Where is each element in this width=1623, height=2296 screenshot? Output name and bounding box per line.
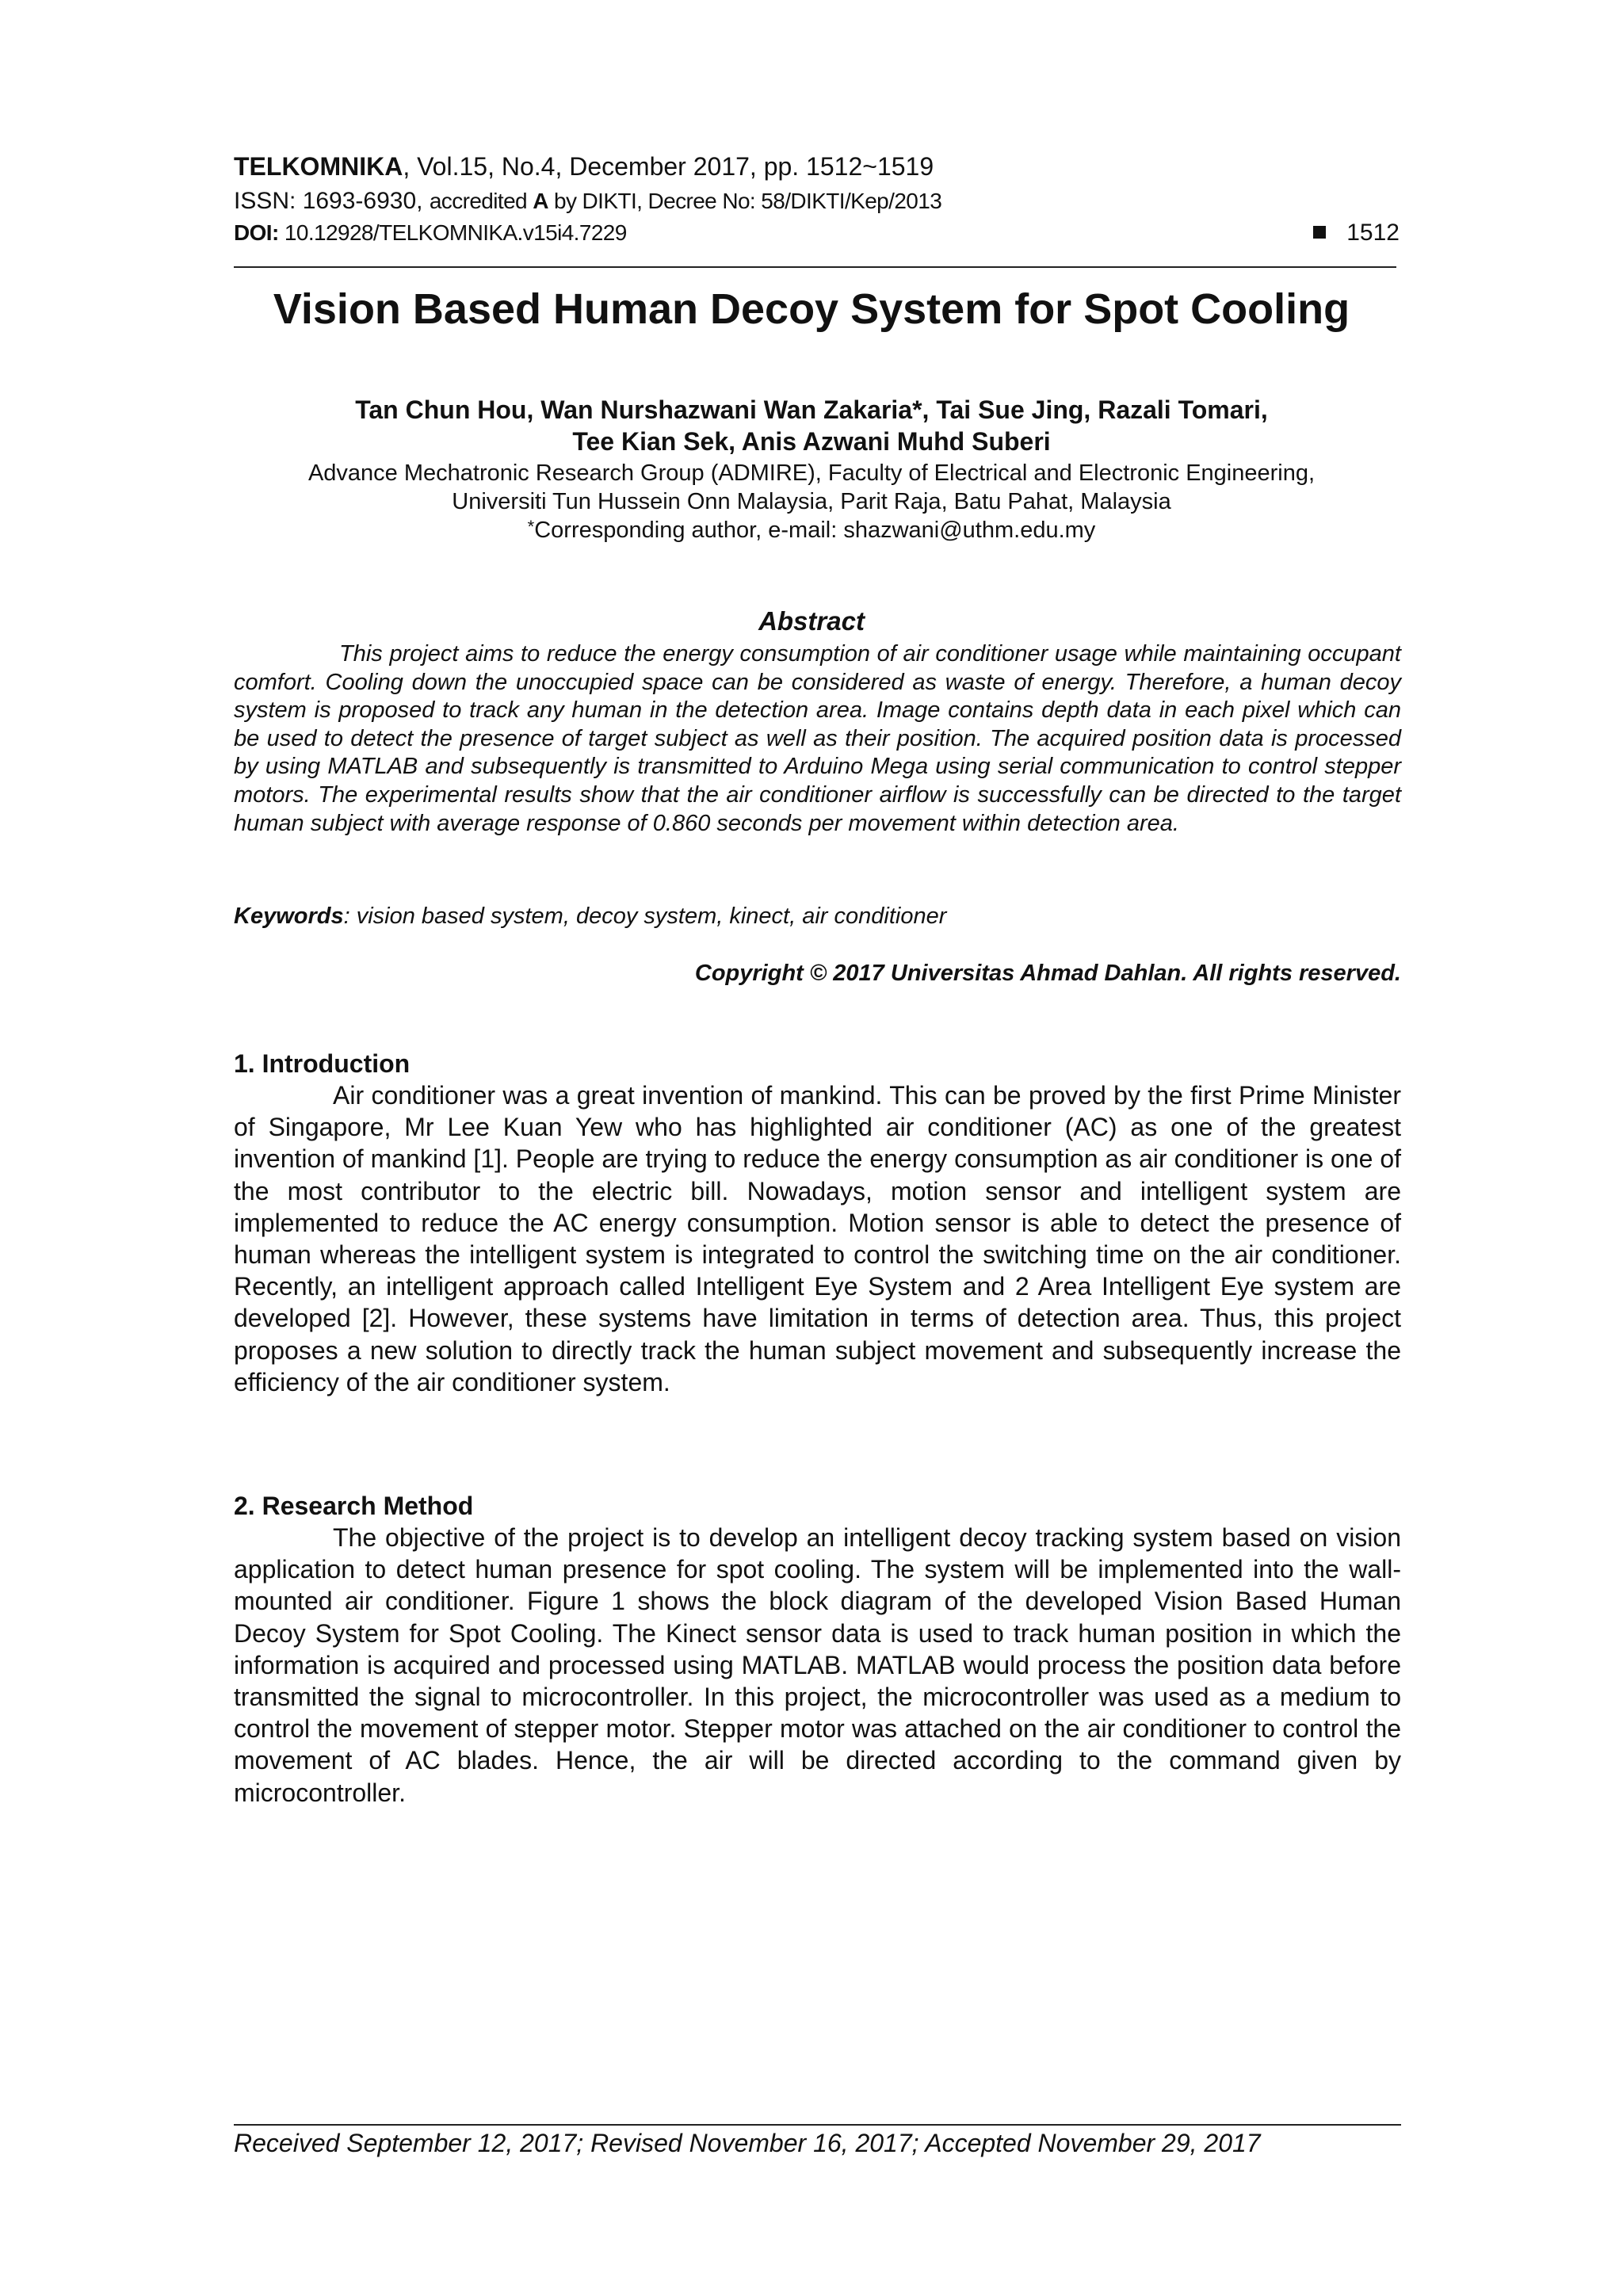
keywords-label: Keywords <box>234 904 344 929</box>
journal-volume-info: , Vol.15, No.4, December 2017, pp. 1512~1519 <box>403 152 934 181</box>
page-number <box>1313 219 1400 247</box>
square-bullet-icon <box>1313 226 1326 239</box>
section-heading: 2. Research Method <box>234 1492 474 1520</box>
issn: ISSN: 1693-6930, <box>234 188 430 214</box>
affiliation-line: Universiti Tun Hussein Onn Malaysia, Parit Raja, Batu Pahat, Malaysia <box>452 489 1171 514</box>
corresponding-star: * <box>527 517 535 537</box>
section-heading: 1. Introduction <box>234 1049 411 1078</box>
accreditation-decree: by DIKTI, Decree No: 58/DIKTI/Kep/2013 <box>548 189 942 213</box>
accreditation <box>430 189 941 213</box>
accreditation-prefix: accredited <box>429 189 533 213</box>
affiliation <box>158 459 1465 544</box>
journal-header-line <box>234 151 934 182</box>
section-research-method <box>234 1490 1401 1809</box>
issn-line <box>234 186 941 216</box>
copyright-notice: Copyright © 2017 Universitas Ahmad Dahlan. All rights reserved. <box>694 961 1401 986</box>
section-body: The objective of the project is to develop an intelligent decoy tracking system based on vision application to detect human presence for spot cooling. The system will be implemented into the wall-mounted air conditioner. Figure 1 shows the block diagram of the developed Vision Based Human Decoy System for Spot Cooling. The Kinect sensor data is used to track human position in which the information is acquired and processed using MATLAB. MATLAB would process the position data before transmitted the signal to microcontroller. In this project, the microcontroller was used as a medium to control the movement of stepper motor. Stepper motor was attached on the air conditioner to control the movement of AC blades. Hence, the air will be directed according to the command given by microcontroller. <box>234 1523 1401 1807</box>
abstract-heading: Abstract <box>758 606 865 636</box>
doi-line <box>234 219 627 247</box>
keywords <box>234 902 1401 930</box>
affiliation-line: Advance Mechatronic Research Group (ADMIRE), Faculty of Electrical and Electronic Engineering, <box>307 460 1316 486</box>
received-dates: Received September 12, 2017; Revised November 16, 2017; Accepted November 29, 2017 <box>234 2129 1261 2157</box>
section-body: Air conditioner was a great invention of mankind. This can be proved by the first Prime Minister of Singapore, Mr Lee Kuan Yew who has highlighted air conditioner (AC) as one of the greatest invention of mankind [1]. People are trying to reduce the energy consumption as air conditioner is one of the most contributor to the electric bill. Nowadays, motion sensor and intelligent system are implemented to reduce the AC energy consumption. Motion sensor is able to detect the presence of human whereas the intelligent system is integrated to control the switching time on the air conditioner. Recently, an intelligent approach called Intelligent Eye System and 2 Area Intelligent Eye system are developed [2]. However, these systems have limitation in terms of detection area. Thus, this project proposes a new solution to directly track the human subject movement and subsequently increase the efficiency of the air conditioner system. <box>234 1081 1401 1396</box>
accreditation-grade: A <box>533 189 548 213</box>
page-number-value: 1512 <box>1346 220 1400 246</box>
author-line: Tan Chun Hou, Wan Nurshazwani Wan Zakaria*, Tai Sue Jing, Razali Tomari, <box>355 395 1268 424</box>
paper-title: Vision Based Human Decoy System for Spot Cooling <box>273 285 1350 333</box>
journal-name: TELKOMNIKA <box>234 152 403 181</box>
footer-divider <box>234 2124 1401 2126</box>
doi-value: 10.12928/TELKOMNIKA.v15i4.7229 <box>278 220 627 245</box>
doi-label: DOI: <box>234 220 279 245</box>
author-line: Tee Kian Sek, Anis Azwani Muhd Suberi <box>572 427 1051 456</box>
section-introduction <box>234 1048 1401 1398</box>
header-divider <box>234 266 1396 268</box>
corresponding-author <box>158 516 1465 544</box>
author-list <box>158 394 1465 457</box>
corresponding-author-text: Corresponding author, e-mail: shazwani@uthm.edu.my <box>534 518 1096 543</box>
abstract-text: This project aims to reduce the energy consumption of air conditioner usage while maintaining occupant comfort. Cooling down the unoccupied space can be considered as waste of energy. Therefore, a human decoy system is proposed to track any human in the detection area. Image contains depth data in each pixel which can be used to detect the presence of target subject as well as their position. The acquired position data is processed by using MATLAB and subsequently is transmitted to Arduino Mega using serial communication to control stepper motors. The experimental results show that the air conditioner airflow is successfully can be directed to the target human subject with average response of 0.860 seconds per movement within detection area. <box>234 641 1401 836</box>
keywords-text: : vision based system, decoy system, kinect, air conditioner <box>343 904 947 929</box>
